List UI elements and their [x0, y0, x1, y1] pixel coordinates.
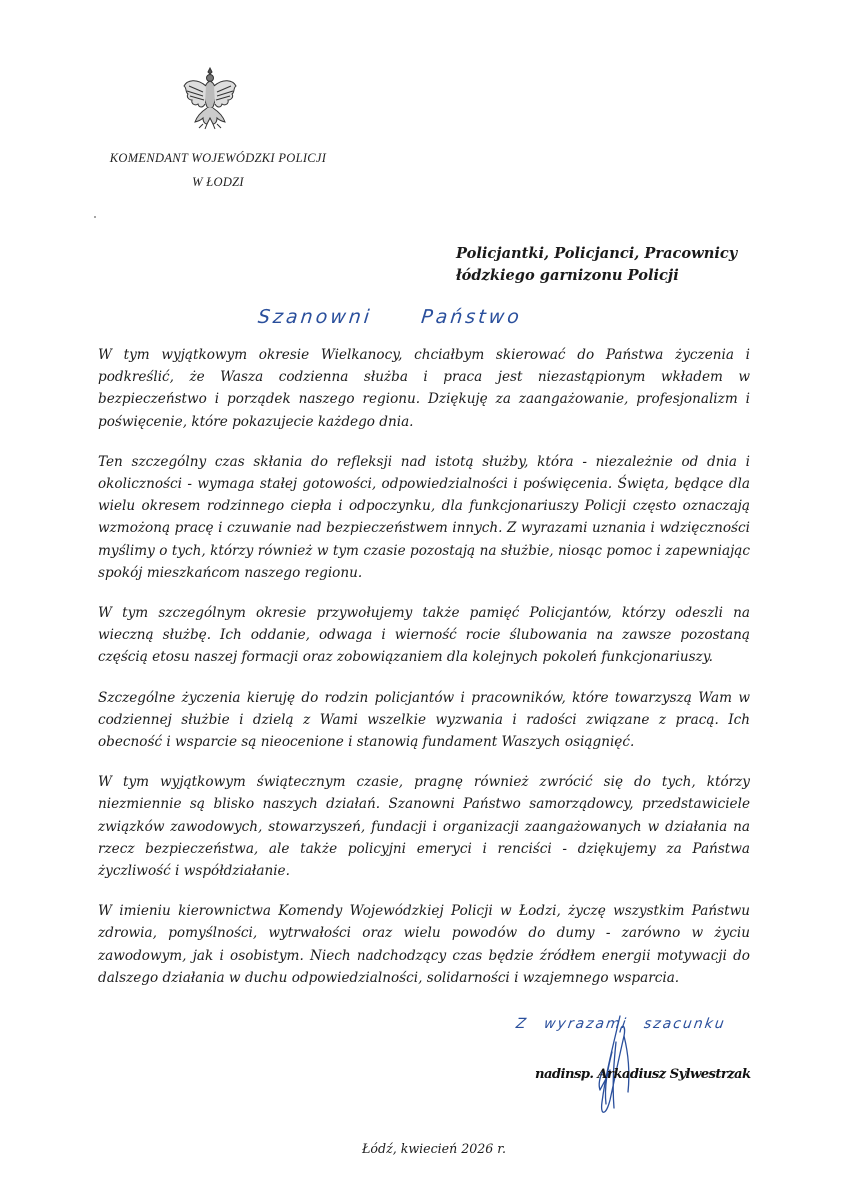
paragraph: Szczególne życzenia kieruję do rodzin policjantów i pracowników, które towarzyszą Wam w codziennej służbie i dzielą z Wami wszelkie wyzwania i radości związane z pracą. Ich obecność i wsparcie są nieocenione i stanowią fundament Waszych osiągnięć.: [98, 689, 750, 751]
paragraph: W tym szczególnym okresie przywołujemy także pamięć Policjantów, którzy odeszli na wieczną służbę. Ich oddanie, odwaga i wierność rocie ślubowania na zawsze pozostaną częścią etosu naszej formacji oraz zobowiązaniem dla kolejnych pokoleń funkcjonariuszy.: [98, 605, 750, 666]
paragraph: W tym wyjątkowym okresie Wielkanocy, chciałbym skierować do Państwa życzenia i podkreślić, że Wasza codzienna służba i praca jest niezastąpionym wkładem w bezpieczeństwo i porządek naszego regionu. Dziękuję za zaangażowanie, profesjonalizm i poświęcenie, które pokazujecie każdego dnia.: [98, 347, 750, 430]
place-and-date: Łódź, kwiecień 2026 r.: [362, 1141, 506, 1156]
letter-body: [98, 344, 750, 1007]
recipients-line-1: Policjantki, Policjanci, Pracownicy: [456, 245, 738, 262]
handwritten-salutation: Szanowni Państwo: [256, 306, 524, 328]
organization-line-1: KOMENDANT WOJEWÓDZKI POLICJI: [109, 151, 327, 165]
recipients-block: [456, 243, 737, 287]
paragraph: Ten szczególny czas skłania do refleksji nad istotą służby, która - niezależnie od dnia i okoliczności - wymaga stałej gotowości, odpowiedzialności i poświęcenia. Święta, będące dla wielu okresem rodzinnego ciepła i odpoczynku, dla funkcjonariuszy Policji często oznaczają wzmożoną pracę i czuwanie nad bezpieczeństwem innych. Z wyrazami uznania i wdzięczności myślimy o tych, którzy również w tym czasie pozostają na służbie, niosąc pomoc i zapewniając spokój mieszkańcom naszego regionu.: [98, 453, 750, 581]
handwritten-closing: Z wyrazami szacunku: [514, 1016, 727, 1032]
polish-eagle-emblem-icon: [181, 66, 239, 132]
scan-speck: [94, 216, 96, 218]
paragraph: W imieniu kierownictwa Komendy Wojewódzkiej Policji w Łodzi, życzę wszystkim Państwu zdrowia, pomyślności, wytrwałości oraz wielu powodów do dumy - zarówno w życiu zawodowym, jak i osobistym. Niech nadchodzący czas będzie źródłem energii motywacji do dalszego działania w duchu odpowiedzialności, solidarności i wzajemnego wsparcia.: [98, 903, 750, 986]
signature-flourish-icon: [580, 1012, 660, 1120]
organization-name: [88, 146, 348, 194]
recipients-line-2: łódzkiego garnizonu Policji: [456, 267, 679, 284]
signatory-name: nadinsp. Arkadiusz Sylwestrzak: [535, 1067, 751, 1082]
organization-line-2: W ŁODZI: [192, 175, 244, 189]
paragraph: W tym wyjątkowym świątecznym czasie, pragnę również zwrócić się do tych, którzy niezmiennie są blisko naszych działań. Szanowni Państwo samorządowcy, przedstawiciele związków zawodowych, stowarzyszeń, fundacji i organizacji zaangażowanych w działania na rzecz bezpieczeństwa, ale także policyjni emeryci i renciści - dziękujemy za Państwa życzliwość i współdziałanie.: [98, 774, 750, 880]
